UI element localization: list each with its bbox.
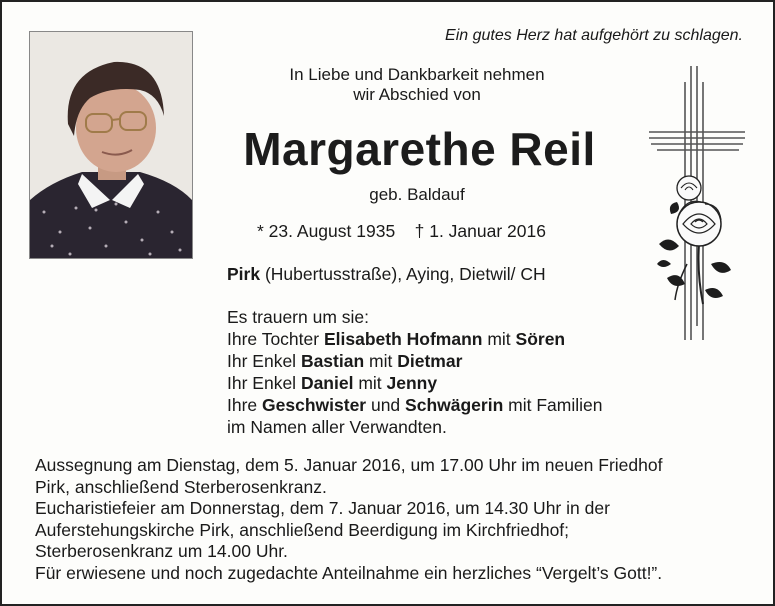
connector-text: und [366, 395, 406, 415]
relation-text: Ihr Enkel [227, 351, 301, 371]
mourner-name: Elisabeth Hofmann [323, 329, 483, 349]
mourner-line [227, 350, 602, 372]
mourner-line [227, 372, 602, 394]
info-line: Aussegnung am Dienstag, dem 5. Januar 2016, um 17.00 Uhr im neuen Friedhof [35, 455, 663, 475]
death-date: † 1. Januar 2016 [414, 221, 546, 241]
info-line: Auferstehungskirche Pirk, anschließend Beerdigung im Kirchfriedhof; [35, 519, 570, 540]
mourner-name: Daniel [300, 373, 354, 393]
mourner-line [227, 394, 602, 416]
connector-text: mit [482, 329, 516, 349]
mourner-name: Dietmar [397, 351, 463, 371]
life-dates [257, 221, 546, 242]
residence [227, 264, 546, 285]
mourner-name: Sören [515, 329, 566, 349]
relation-text: Ihr Enkel [227, 373, 301, 393]
info-line: Pirk, anschließend Sterberosenkranz. [35, 476, 327, 497]
connector-text: mit [353, 373, 387, 393]
mourner-name: Schwägerin [405, 395, 504, 415]
rose-icon [657, 176, 731, 304]
deceased-name: Margarethe Reil [243, 123, 596, 175]
mourner-name: Bastian [300, 351, 365, 371]
mourner-line [227, 328, 602, 350]
mourner-name: Geschwister [262, 395, 367, 415]
intro-line-2: wir Abschied von [353, 85, 481, 104]
info-line: Sterberosenkranz um 14.00 Uhr. [35, 541, 288, 562]
motto: Ein gutes Herz hat aufgehört zu schlagen. [445, 27, 743, 44]
service-info [35, 455, 755, 585]
maiden-name: geb. Baldauf [369, 185, 465, 204]
connector-text: mit [364, 351, 398, 371]
residence-town: Pirk [227, 264, 261, 284]
mourner-name: Jenny [386, 373, 438, 393]
info-line: Eucharistiefeier am Donnerstag, dem 7. Januar 2016, um 14.30 Uhr in der [35, 498, 610, 519]
connector-text: mit Familien [503, 395, 603, 415]
info-line: Für erwiesene und noch zugedachte Anteilnahme ein herzliches “Vergelt’s Gott!”. [35, 562, 663, 583]
mourners-closing: im Namen aller Verwandten. [227, 417, 447, 437]
relation-text: Ihre [227, 395, 263, 415]
portrait-photo [29, 31, 193, 259]
relation-text: Ihre Tochter [227, 329, 324, 349]
birth-date: * 23. August 1935 [257, 221, 396, 241]
intro-line-1: In Liebe und Dankbarkeit nehmen [289, 65, 545, 84]
residence-rest: (Hubertusstraße), Aying, Dietwil/ CH [260, 264, 546, 284]
mourners-list [227, 306, 602, 438]
cross-icon [647, 64, 747, 344]
mourners-heading: Es trauern um sie: [227, 307, 369, 327]
